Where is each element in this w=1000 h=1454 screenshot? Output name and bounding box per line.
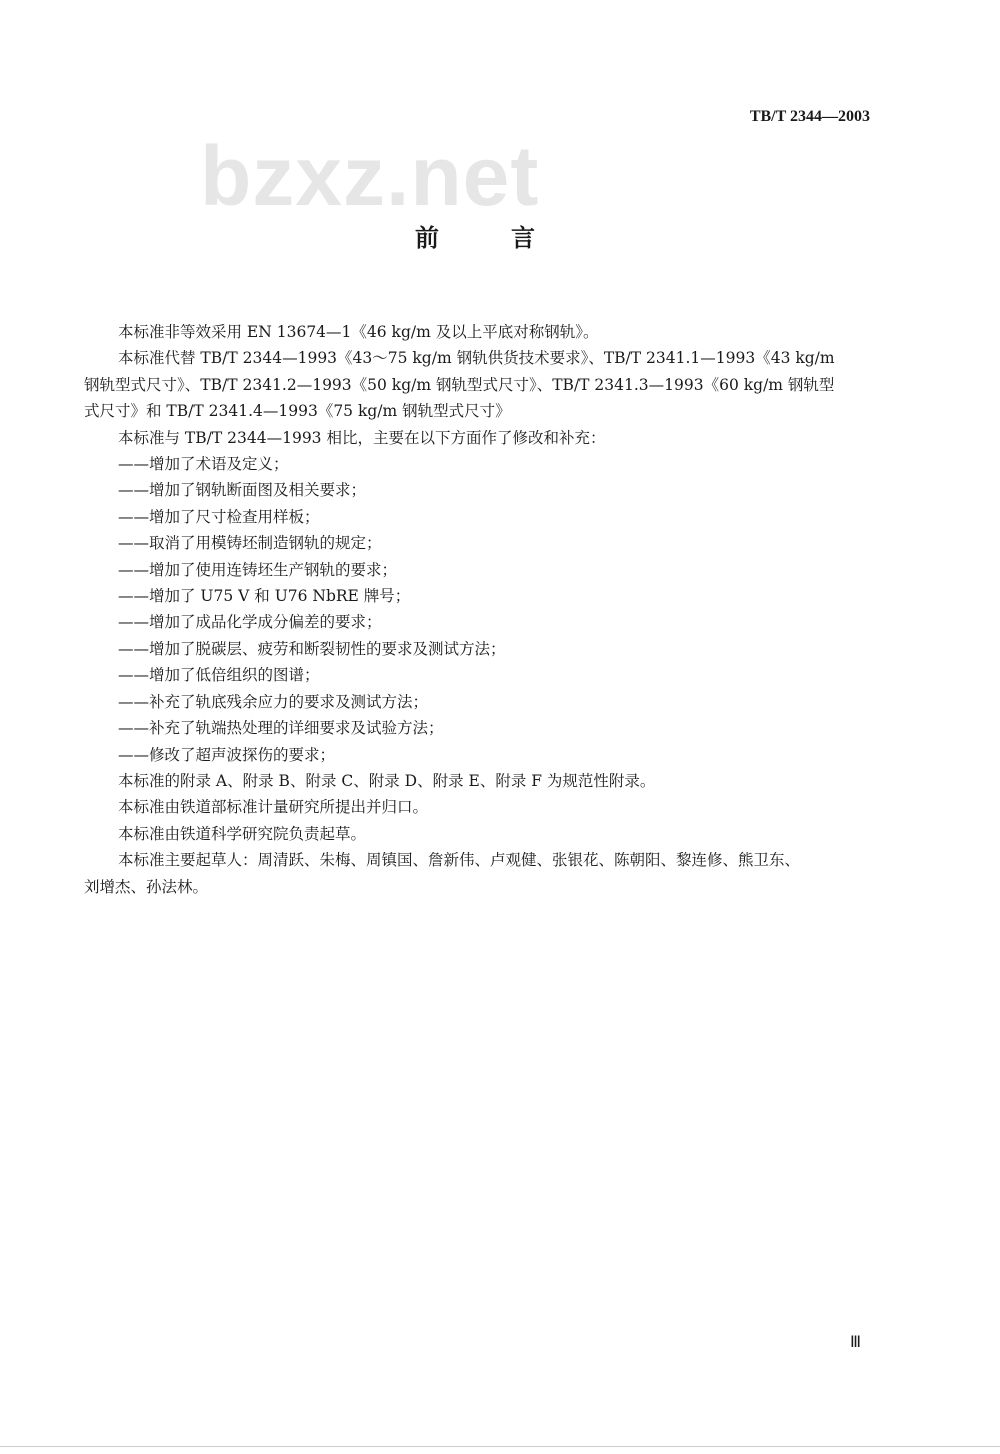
- text-line: ——增加了钢轨断面图及相关要求；: [118, 481, 367, 500]
- text-line: ——增加了术语及定义；: [118, 455, 289, 474]
- paragraph: [84, 715, 894, 741]
- watermark: bzxz.net: [200, 129, 540, 223]
- paragraph: [84, 768, 894, 794]
- paragraph: [84, 557, 894, 583]
- paragraph: [84, 530, 894, 556]
- text-line: 本标准由铁道科学研究院负责起草。: [118, 824, 367, 843]
- paragraph: [84, 689, 894, 715]
- paragraph: [84, 451, 894, 477]
- paragraph: [84, 662, 894, 688]
- text-line: ——增加了使用连铸坯生产钢轨的要求；: [118, 560, 398, 579]
- text-line: 式尺寸》和 TB/T 2341.4—1993《75 kg/m 钢轨型式尺寸》: [84, 402, 511, 421]
- text-line: 钢轨型式尺寸》、TB/T 2341.2—1993《50 kg/m 钢轨型式尺寸》、TB/T 2341.3—1993《60 kg/m 钢轨型: [84, 375, 835, 394]
- paragraph: [84, 847, 894, 900]
- text-line: 本标准与 TB/T 2344—1993 相比，主要在以下方面作了修改和补充：: [118, 428, 606, 447]
- text-line: ——修改了超声波探伤的要求；: [118, 745, 336, 764]
- paragraph: [84, 319, 894, 345]
- text-line: ——补充了轨端热处理的详细要求及试验方法；: [118, 719, 444, 738]
- paragraph: [84, 477, 894, 503]
- paragraph: [84, 583, 894, 609]
- text-line: ——增加了尺寸检查用样板；: [118, 507, 320, 526]
- text-line: 刘增杰、孙法林。: [84, 877, 209, 896]
- paragraph: [84, 609, 894, 635]
- paragraph: [84, 425, 894, 451]
- paragraph: [84, 636, 894, 662]
- page-number: Ⅲ: [850, 1334, 862, 1351]
- text-line: ——补充了轨底残余应力的要求及测试方法；: [118, 692, 429, 711]
- text-line: ——增加了 U75 V 和 U76 NbRE 牌号；: [118, 587, 411, 606]
- paragraph: [84, 345, 894, 424]
- paragraph: [84, 794, 894, 820]
- page-title: 前 言: [415, 224, 559, 252]
- bottom-edge-line: [0, 1446, 1000, 1447]
- text-line: ——增加了成品化学成分偏差的要求；: [118, 613, 382, 632]
- text-line: 本标准非等效采用 EN 13674—1《46 kg/m 及以上平底对称钢轨》。: [118, 323, 599, 341]
- text-line: 本标准代替 TB/T 2344—1993《43～75 kg/m 钢轨供货技术要求》、TB/T 2341.1—1993《43 kg/m: [118, 349, 835, 368]
- paragraph: [84, 742, 894, 768]
- text-line: ——增加了脱碳层、疲劳和断裂韧性的要求及测试方法；: [118, 639, 506, 658]
- standard-code-header: TB/T 2344—2003: [749, 108, 870, 125]
- text-line: 本标准的附录 A、附录 B、附录 C、附录 D、附录 E、附录 F 为规范性附录。: [118, 771, 656, 790]
- paragraph: [84, 821, 894, 847]
- paragraph: [84, 504, 894, 530]
- text-line: 本标准主要起草人：周清跃、朱梅、周镇国、詹新伟、卢观健、张银花、陈朝阳、黎连修、熊卫东、: [118, 851, 801, 870]
- text-line: ——增加了低倍组织的图谱；: [118, 666, 320, 685]
- text-line: 本标准由铁道部标准计量研究所提出并归口。: [118, 798, 429, 817]
- document-body: [84, 319, 894, 900]
- text-line: ——取消了用模铸坯制造钢轨的规定；: [118, 534, 382, 553]
